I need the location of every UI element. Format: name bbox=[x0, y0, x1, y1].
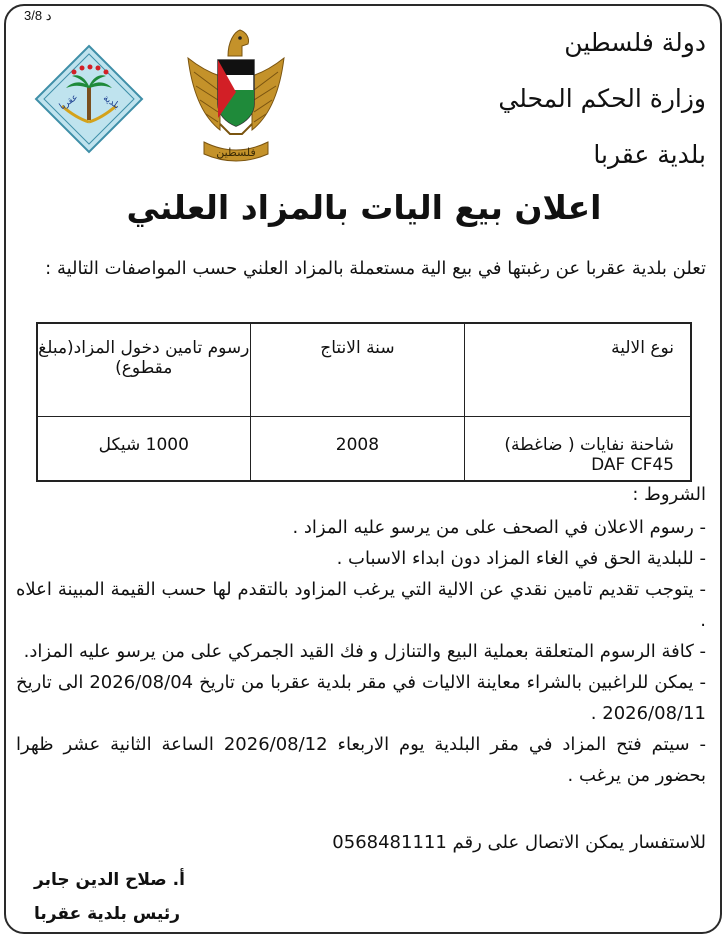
condition-item: - سيتم فتح المزاد في مقر البلدية يوم الاربعاء 2026/08/12 الساعة الثانية عشر ظهرا بحضور من يرغب . bbox=[16, 734, 707, 786]
condition-item: - كافة الرسوم المتعلقة بعملية البيع والتنازل و فك القيد الجمركي على من يرسو عليه المزاد. bbox=[23, 641, 706, 662]
header-municipality: بلدية عقربا bbox=[593, 140, 706, 169]
cell-vehicle-type: شاحنة نفايات ( ضاغطة) DAF CF45 bbox=[465, 417, 691, 482]
header-ministry: وزارة الحكم المحلي bbox=[498, 84, 706, 113]
cell-entry-deposit: 1000 شيكل bbox=[37, 417, 250, 482]
header-state: دولة فلسطين bbox=[564, 28, 706, 57]
header-entry-deposit: رسوم تامين دخول المزاد(مبلغ مقطوع) bbox=[37, 323, 250, 417]
conditions-heading: الشروط : bbox=[632, 484, 706, 505]
emblem-caption: فلسطين bbox=[216, 146, 256, 159]
intro-paragraph: تعلن بلدية عقربا عن رغبتها في بيع الية مستعملة بالمزاد العلني حسب المواصفات التالية : bbox=[45, 258, 706, 279]
condition-item: - للبلدية الحق في الغاء المزاد دون ابداء الاسباب . bbox=[336, 548, 706, 569]
signatory-title: رئيس بلدية عقربا bbox=[34, 904, 181, 924]
svg-text:بلدية: بلدية bbox=[101, 93, 122, 112]
aqraba-municipality-logo-icon bbox=[32, 42, 146, 156]
reference-number: 3/8 د bbox=[24, 8, 52, 23]
svg-text:عقربا: عقربا bbox=[57, 92, 80, 113]
table-row bbox=[37, 417, 691, 482]
condition-item: - يتوجب تقديم تامين نقدي عن الالية التي يرغب المزاود بالتقدم لها حسب القيمة المبينة اعلاه . bbox=[16, 579, 706, 631]
cell-production-year: 2008 bbox=[250, 417, 465, 482]
header-production-year: سنة الانتاج bbox=[250, 323, 465, 417]
signatory-name: أ. صلاح الدين جابر bbox=[34, 870, 185, 890]
conditions-list bbox=[16, 512, 706, 791]
table-header-row bbox=[37, 323, 691, 417]
header-vehicle-type: نوع الالية bbox=[465, 323, 691, 417]
palestine-eagle-emblem-icon bbox=[180, 20, 292, 166]
contact-line: للاستفسار يمكن الاتصال على رقم 0568481111 bbox=[332, 832, 706, 853]
announcement-title: اعلان بيع اليات بالمزاد العلني bbox=[126, 188, 602, 227]
condition-item: - رسوم الاعلان في الصحف على من يرسو عليه المزاد . bbox=[292, 517, 706, 538]
condition-item: - يمكن للراغبين بالشراء معاينة الاليات في مقر بلدية عقربا من تاريخ 2026/08/04 الى تاريخ 2026/08/11 . bbox=[16, 672, 707, 724]
vehicle-table bbox=[36, 322, 692, 482]
